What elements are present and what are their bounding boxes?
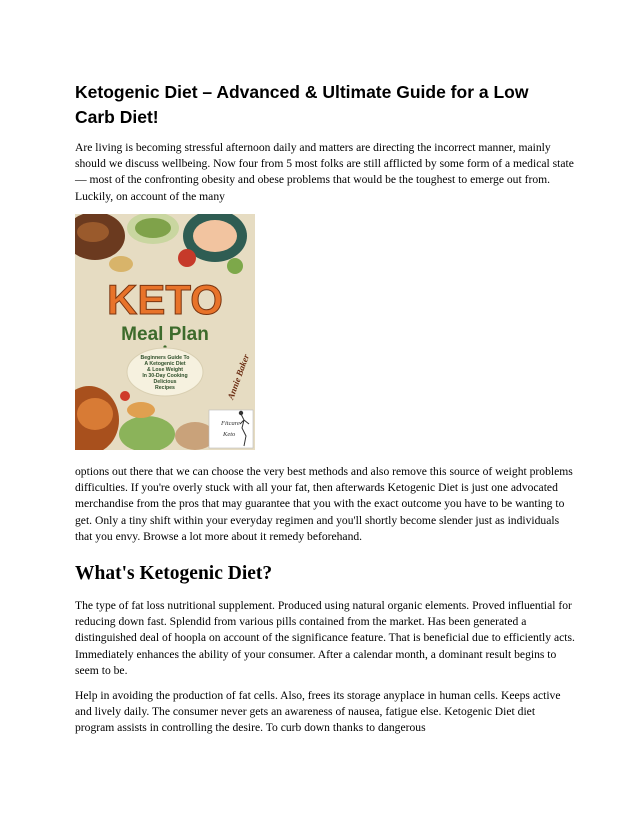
cover-title-keto: KETO xyxy=(107,276,223,323)
cover-logo-text-1: Fitcare xyxy=(221,420,240,427)
cover-title-meal-plan: Meal Plan xyxy=(121,324,209,345)
cover-blurb-line: Delicious xyxy=(153,379,177,385)
cover-blurb-line: & Lose Weight xyxy=(147,367,183,373)
book-cover-image xyxy=(75,214,255,450)
article-title: Ketogenic Diet – Advanced & Ultimate Guide for a Low Carb Diet! xyxy=(75,82,529,127)
section-paragraph-1: The type of fat loss nutritional supplement. Produced using natural organic elements. Proved influential for reducing down fast. Splendid from various pills contained from the market. Has been generated a distinguished deal of hoopla on account of the significance feature. That is beneficial due to efficiently acts. Immediately enhances the ability of your consumer. After a calendar month, a dominant result begins to seem to be. xyxy=(75,599,575,677)
intro-paragraph: Are living is becoming stressful afternoon daily and matters are directing the incorrect manner, mainly should we discuss wellbeing. Now four from 5 most folks are still afflicted by some form of a medical state — most of the confronting obesity and obese problems that would be the toughest to emerge out from. Luckily, on account of the many xyxy=(75,141,574,203)
section-paragraph-2: Help in avoiding the production of fat cells. Also, frees its storage anyplace in human cells. Keeps active and lively daily. The consumer never gets an awareness of nausea, fatigue else. Ketogenic Diet diet program assists in controlling the desire. To curb down thanks to dangerous xyxy=(75,689,561,735)
cover-blurb-line: Beginners Guide To xyxy=(140,355,190,361)
body-paragraph-after-image: options out there that we can choose the very best methods and also remove this source of weight problems difficulties. If you're overly stuck with all your fat, then afterwards Ketogenic Diet is just one advocated merchandise from the pros that may guarantee that you with the exact outcome you have to be wanting to get. Only a tiny shift within your everyday regimen and you'll shortly become slender just as individuals that you envy. Browse a lot more about it remedy beforehand. xyxy=(75,465,573,543)
cover-blurb-line: In 30-Day Cooking xyxy=(142,373,188,379)
cover-logo-text-2: Keto xyxy=(223,431,236,438)
cover-blurb-line: Recipes xyxy=(155,385,175,391)
cover-blurb-line: A Ketogenic Diet xyxy=(144,361,186,367)
section-heading: What's Ketogenic Diet? xyxy=(75,563,273,584)
cover-author: Annie Baker xyxy=(225,352,252,401)
